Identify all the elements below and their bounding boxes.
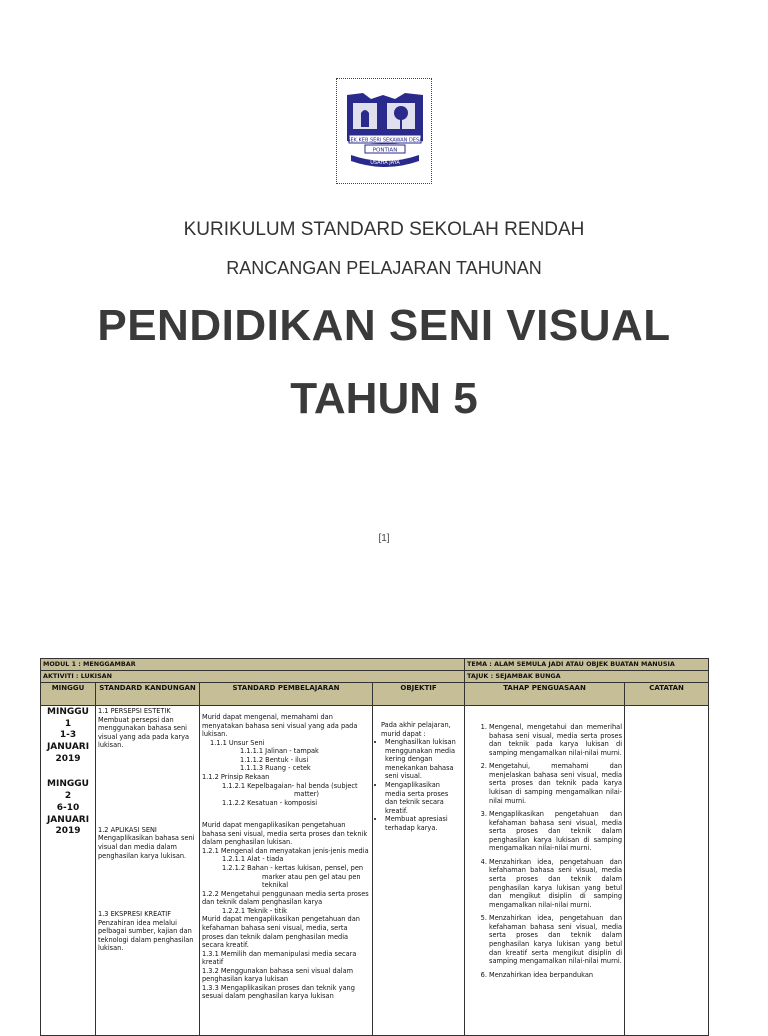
- topic-label: TAJUK : SEJAMBAK BUNGA: [465, 671, 709, 683]
- objective-intro: Pada akhir pelajaran, murid dapat :: [381, 721, 451, 738]
- theme-label: TEMA : ALAM SEMULA JADI ATAU OBJEK BUATAN MANUSIA: [465, 659, 709, 671]
- lesson-plan-table: [40, 658, 709, 1036]
- notes-cell: [625, 706, 709, 1036]
- learning-standard-cell: Murid dapat mengenal, memahami dan menyatakan bahasa seni visual yang ada pada lukisan. 1.1.1 Unsur Seni 1.1.1.1 Jalinan - tampak 1.1.1.2 Bentuk - ilusi 1.1.1.3 Ruang - cetek 1.1.2 Prinsip Rekaan 1.1.2.1 Kepelbagaian- hal benda (subject matter) 1.1.2.2 Kesatuan - komposisi Murid dapat mengaplikasikan pengetahuan bahasa seni visual, media serta proses dan teknik dalam penghasilan lukisan. 1.2.1 Mengenal dan menyatakan jenis-jenis media 1.2.1.1 Alat - tiada 1.2.1.2 Bahan - kertas lukisan, pensel, pen marker atau pen gel atau pen teknikal 1.2.2 Mengetahui penggunaan media serta proses dan teknik dalam penghasilan karya 1.2.2.1 Teknik - titik Murid dapat mengaplikasikan pengetahuan dan kefahaman bahasa seni visual, media, serta proses dan teknik dalam penghasilan media secara kreatif. 1.3.1 Memilih dan memanipulasi media secara kreatif 1.3.2 Menggunakan bahasa seni visual dalam penghasilan karya lukisan 1.3.3 Mengaplikasikan proses dan teknik yang sesuai dalam penghasilan karya lukisan: [200, 706, 373, 1036]
- col-standard-pembelajaran: STANDARD PEMBELAJARAN: [200, 683, 373, 706]
- objective-cell: [373, 706, 465, 1036]
- subject-title: PENDIDIKAN SENI VISUAL: [97, 301, 671, 350]
- content-standard-cell: [96, 706, 200, 1036]
- col-standard-kandungan: STANDARD KANDUNGAN: [96, 683, 200, 706]
- list-item: • Menghasilkan lukisan menggunakan media kering dengan menekankan bahasa seni visual.: [385, 738, 462, 781]
- content-standard-title: 1.3 EKSPRESI KREATIF: [98, 910, 172, 919]
- col-minggu: MINGGU: [41, 683, 96, 706]
- mastery-level-cell: [465, 706, 625, 1036]
- year-title: TAHUN 5: [290, 374, 478, 423]
- module-label: MODUL 1 : MENGGAMBAR: [41, 659, 465, 671]
- week-cell: MINGGU 1 1-3 JANUARI 2019 MINGGU 2 6-10 JANUARI 2019: [41, 706, 96, 1036]
- content-standard-title: 1.1 PERSEPSI ESTETIK: [98, 707, 171, 715]
- svg-text:PONTIAN: PONTIAN: [372, 147, 398, 154]
- list-item: 3. Mengaplikasikan pengetahuan dan kefahaman bahasa seni visual, media serta proses dan teknik dalam penghasilan karya lukisan di samping mengamalkan nilai-nilai murni.: [489, 810, 622, 853]
- reference-marker: [1]: [378, 533, 390, 544]
- module-row: [41, 659, 709, 671]
- content-standard-desc: Penzahiran idea melalui pelbagai sumber, kajian dan teknologi dalam penghasilan lukisan.: [98, 918, 194, 953]
- svg-text:USAHA JAYA: USAHA JAYA: [370, 160, 400, 166]
- list-item: 6. Menzahirkan idea berpandukan: [489, 971, 622, 980]
- list-item: 2. Mengetahui, memahami dan menjelaskan bahasa seni visual, media serta proses dan teknik pada karya lukisan di samping mengamalkan nilai-nilai murni.: [489, 762, 622, 805]
- content-standard-desc: Mengaplikasikan bahasa seni visual dan media dalam penghasilan karya lukisan.: [98, 834, 195, 860]
- content-standard-desc: Membuat persepsi dan menggunakan bahasa seni visual yang ada pada karya lukisan.: [98, 715, 190, 750]
- content-standard-title: 1.2 APLIKASI SENI: [98, 825, 157, 834]
- list-item: 1. Mengenal, mengetahui dan memerihal bahasa seni visual, media serta proses dan teknik pada karya lukisan di samping mengamalkan nilai-nilai murni.: [489, 723, 622, 757]
- column-header-row: [41, 683, 709, 706]
- school-logo-frame: [336, 78, 432, 184]
- school-crest-icon: [343, 91, 427, 173]
- table-row: [41, 706, 709, 1036]
- activity-row: [41, 671, 709, 683]
- list-item: • Membuat apresiasi terhadap karya.: [385, 815, 462, 832]
- objective-list: [375, 738, 462, 832]
- plan-heading: RANCANGAN PELAJARAN TAHUNAN: [226, 258, 542, 278]
- col-tahap-penguasaan: TAHAP PENGUASAAN: [465, 683, 625, 706]
- curriculum-heading: KURIKULUM STANDARD SEKOLAH RENDAH: [183, 219, 585, 240]
- list-item: • Mengaplikasikan media serta proses dan teknik secara kreatif.: [385, 781, 462, 815]
- mastery-level-list: [467, 723, 622, 979]
- col-catatan: CATATAN: [625, 683, 709, 706]
- activity-label: AKTIVITI : LUKISAN: [41, 671, 465, 683]
- svg-text:SEK.KEB.SERI SEKAWAN DESA: SEK.KEB.SERI SEKAWAN DESA: [347, 137, 423, 144]
- list-item: 5. Menzahirkan idea, pengetahuan dan kefahaman bahasa seni visual, media serta proses dan teknik dalam penghasilan karya lukisan yang betul dan kreatif serta mengikut disiplin di samping mengamalkan nilai-nilai murni.: [489, 914, 622, 965]
- col-objektif: OBJEKTIF: [373, 683, 465, 706]
- list-item: 4. Menzahirkan idea, pengetahuan dan kefahaman bahasa seni visual, media serta proses dan teknik dalam penghasilan karya lukisan yang betul dan mengikut disiplin di samping mengamalkan nilai-nilai murni.: [489, 858, 622, 909]
